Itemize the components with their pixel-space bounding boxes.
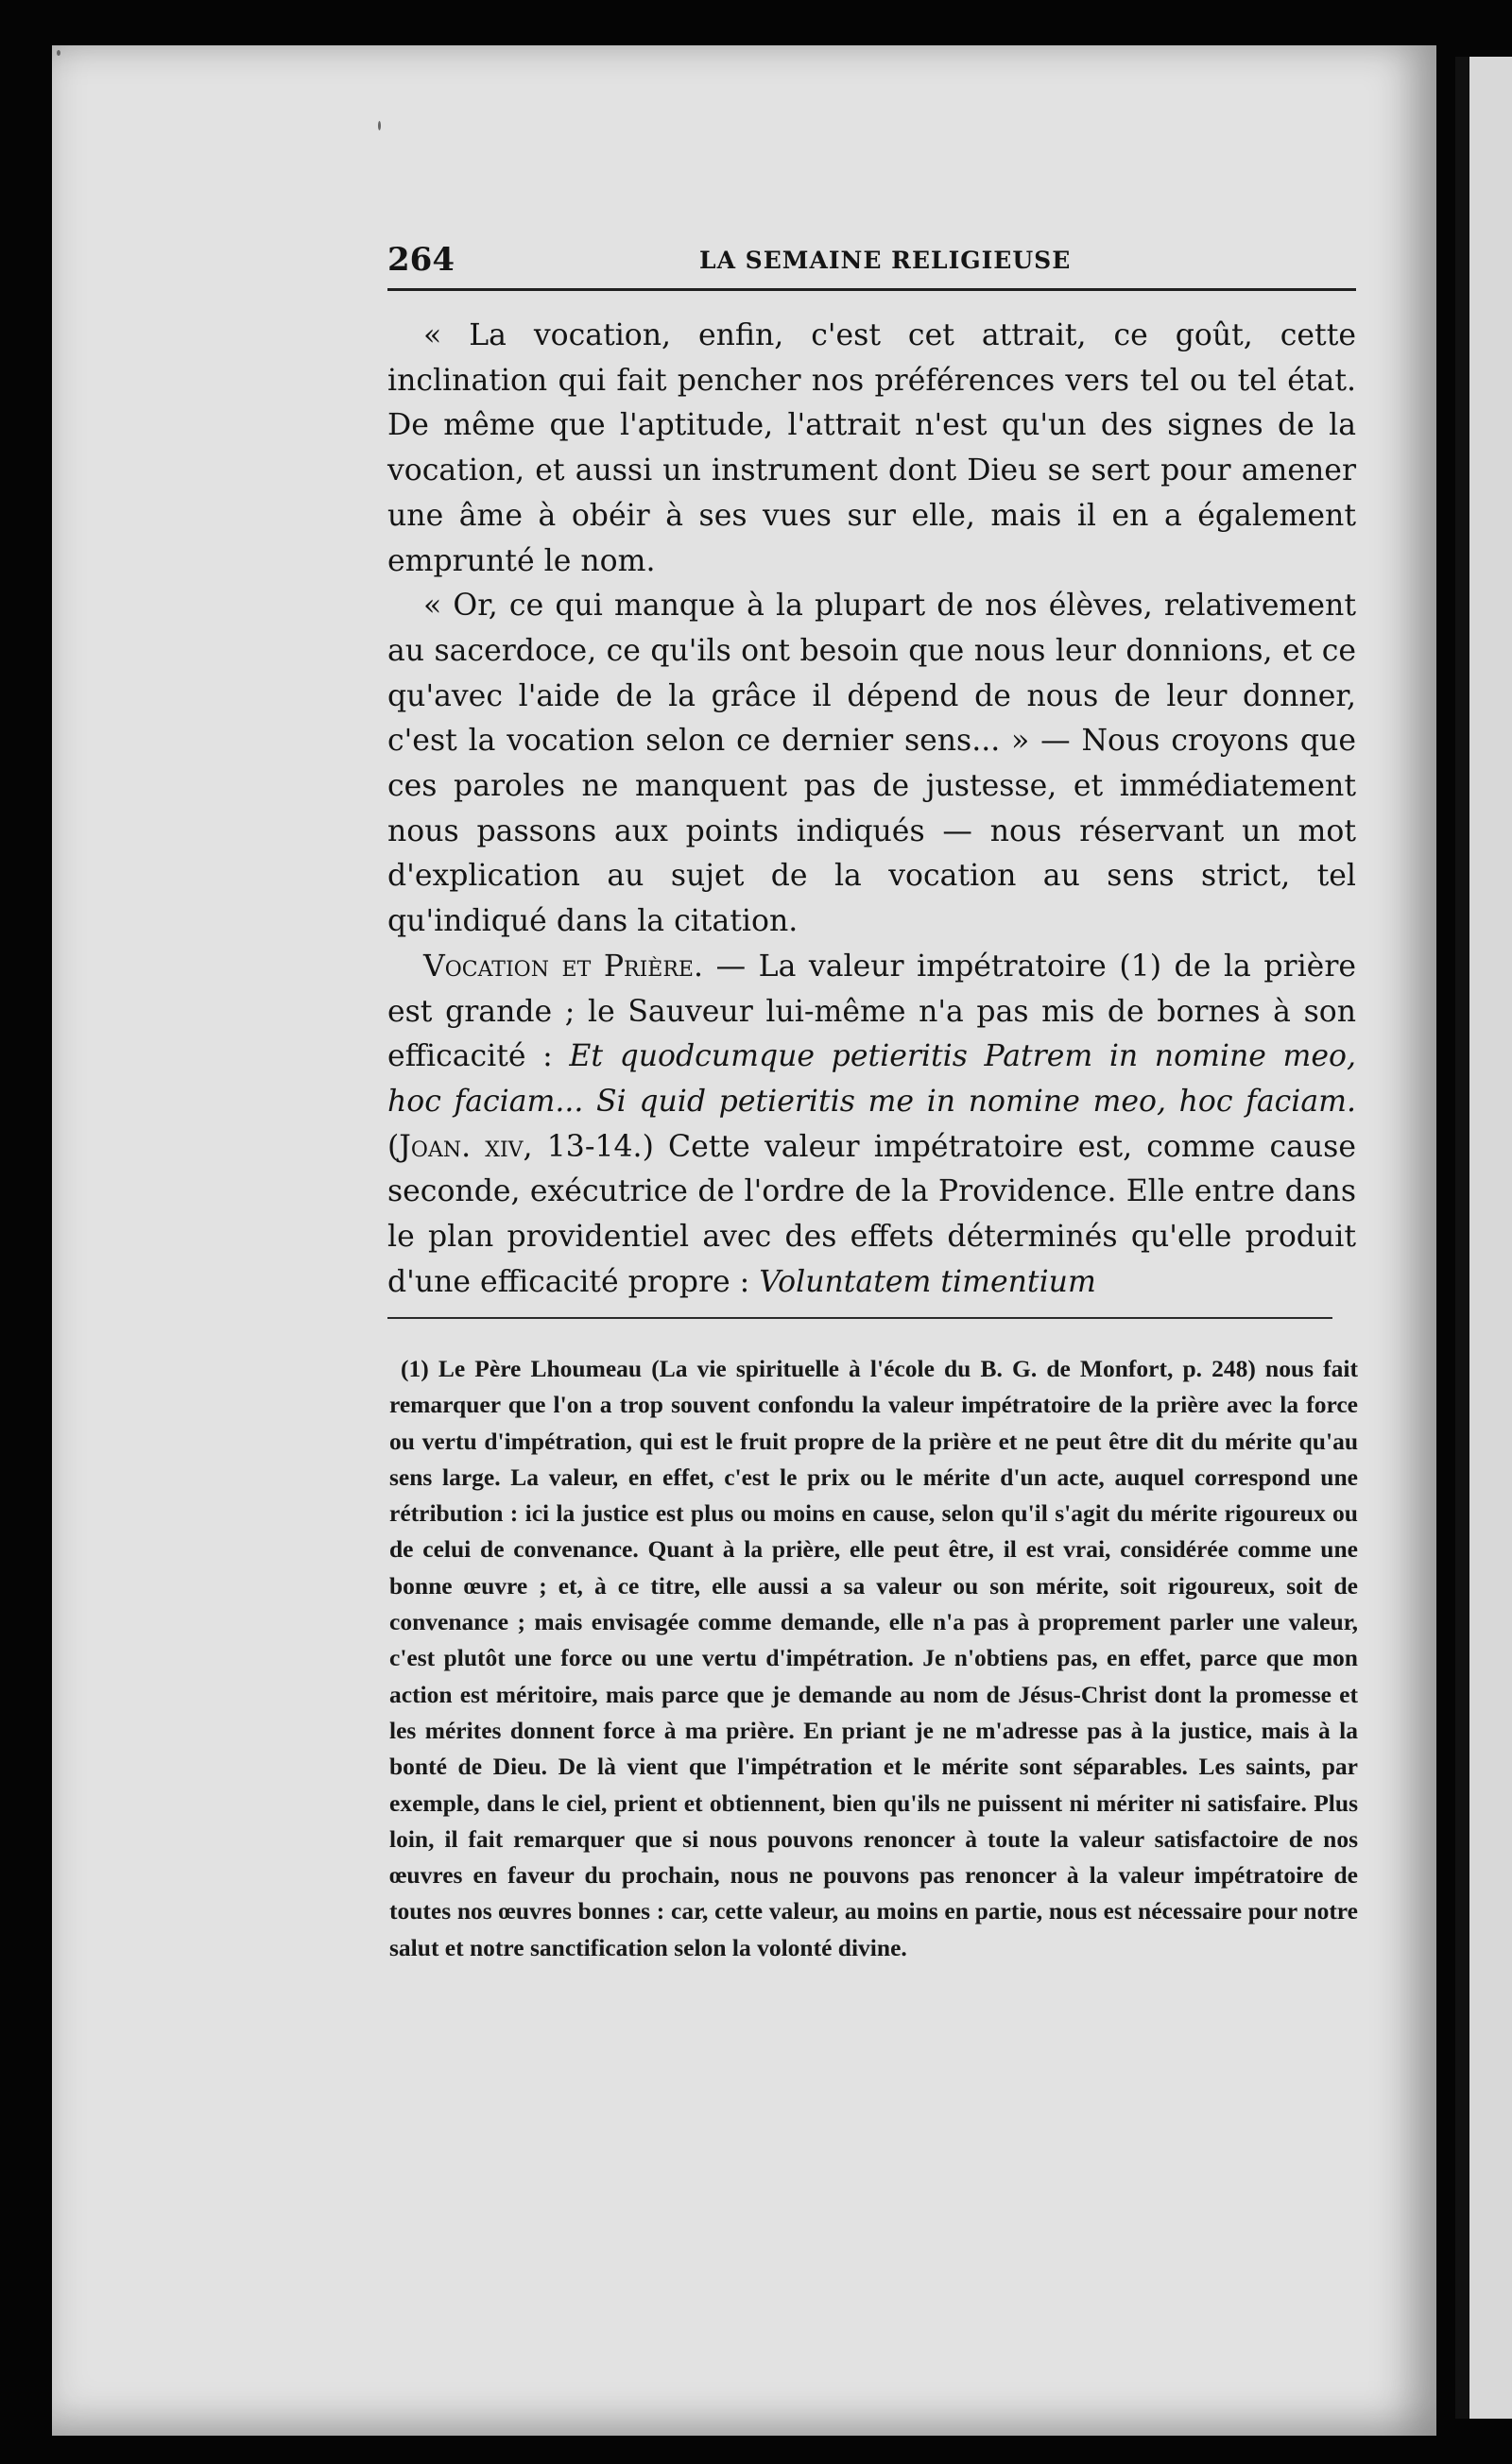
main-text xyxy=(387,314,1356,1305)
footnote-rule xyxy=(387,1317,1332,1319)
adjacent-page-edge xyxy=(1469,57,1512,2419)
text-run: — La valeur impétratoire (1) de la prière est grande ; le Sauveur lui-même n'a pas mis de bornes à son efficacité : xyxy=(387,949,1357,1074)
paragraph: « La vocation, enfin, c'est cet attrait, ce goût, cette inclination qui fait pencher nos préférences vers tel ou tel état. De même que l'aptitude, l'attrait n'est qu'un des signes de la vocation, et aussi un instrument dont Dieu se sert pour amener une âme à obéir à ses vues sur elle, mais il en a également emprunté le nom. xyxy=(387,318,1356,578)
paragraph: « Or, ce qui manque à la plupart de nos élèves, relativement au sacerdoce, ce qu'ils ont besoin que nous leur donnions, et ce qu'avec l'aide de la grâce il dépend de nous de leur donner, c'est la vocation selon ce dernier sens... » — Nous croyons que ces paroles ne manquent pas de justesse, et immédiatement nous passons aux points indiqués — nous réservant un mot d'explication au sujet de la vocation au sens strict, tel qu'indiqué dans la citation. xyxy=(387,589,1356,939)
footnote xyxy=(389,1351,1358,1966)
text-run: , 13-14.) Cette valeur impétratoire est, comme cause seconde, exécutrice de l'ordre de la Providence. Elle entre dans le plan providentiel avec des effets déterminés qu'elle produit d'une efficacité propre : xyxy=(387,1129,1356,1299)
paragraph xyxy=(387,945,1356,1306)
gutter-shadow xyxy=(1455,57,1470,2419)
header-rule xyxy=(387,288,1356,291)
dust-speck xyxy=(57,50,60,56)
text-run: ( xyxy=(387,1129,400,1164)
latin-quote: Et quodcumque petieritis Patrem in nomine meo, hoc faciam... Si quid petieritis me in nomine meo, hoc faciam. xyxy=(387,1039,1356,1119)
footnote-text: (1) Le Père Lhoumeau (La vie spirituelle à l'école du B. G. de Monfort, p. 248) nous fait remarquer que l'on a trop souvent confondu la valeur impétratoire de la prière avec la force ou vertu d'impétration, qui est le fruit propre de la prière et ne peut être dit du mérite qu'au sens large. La valeur, en effet, c'est le prix ou le mérite d'un acte, auquel correspond une rétribution : ici la justice est plus ou moins en cause, selon qu'il s'agit du mérite rigoureux ou de celui de convenance. Quant à la prière, elle peut être, il est vrai, considérée comme une bonne œuvre ; et, à ce titre, elle aussi a sa valeur ou son mérite, soit rigoureux, soit de convenance ; mais envisagée comme demande, elle n'a pas à proprement parler une valeur, c'est plutôt une force ou une vertu d'impétration. Je n'obtiens pas, en effet, parce que mon action est méritoire, mais parce que je demande au nom de Jésus-Christ dont la promesse et les mérites donnent force à ma prière. En priant je ne m'adresse pas à la justice, mais à la bonté de Dieu. De là vient que l'impétration et le mérite sont séparables. Les saints, par exemple, dans le ciel, prient et obtiennent, bien qu'ils ne puissent ni mériter ni satisfaire. Plus loin, il fait remarquer que si nous pouvons renoncer à toute la valeur satisfactoire de nos œuvres en faveur du prochain, nous ne pouvons pas renoncer à la valeur impétratoire de toutes nos œuvres bonnes : car, cette valeur, au moins en partie, nous est nécessaire pour notre salut et notre sanctification selon la volonté divine. xyxy=(389,1355,1358,1961)
section-heading: Vocation et Prière. xyxy=(423,949,703,984)
dust-speck xyxy=(378,121,381,130)
latin-quote: Voluntatem timentium xyxy=(759,1264,1096,1299)
running-title: LA SEMAINE RELIGIEUSE xyxy=(699,247,1072,274)
page-number: 264 xyxy=(387,241,455,279)
page-header xyxy=(387,241,1347,286)
scripture-reference: Joan. xiv xyxy=(399,1129,524,1164)
